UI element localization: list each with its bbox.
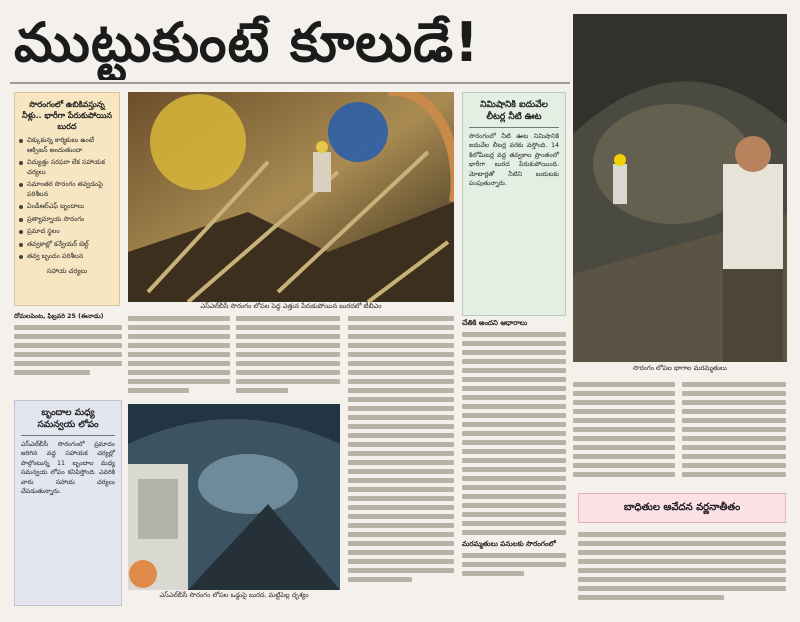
photo1-caption: ఎస్‌ఎల్‌బీసీ సొరంగం లోపల పెద్ద ఎత్తున పేరుకుపోయిన బురదలో టీబీఎం: [200, 302, 382, 310]
water-seepage-box: [462, 92, 566, 316]
article-col-7: [682, 378, 786, 488]
highlights-head: సొరంగంలో ఉబికివస్తున్న నీళ్లు.. భారీగా పేరుకుపోయిన బురద: [21, 100, 113, 131]
tunnel-collapse-photo: [128, 92, 454, 302]
photo3-caption: సొరంగం లోపల భాగాల మరమ్మతులు: [633, 364, 727, 372]
article-col-1: [14, 312, 122, 396]
headline-rule: [10, 82, 570, 84]
coordination-head: బృందాల మధ్య సమన్వయ లోపం: [21, 401, 115, 436]
highlights-foot: సహాయ చర్యలు: [46, 266, 88, 275]
highlight-item: తవ్వ బృందం పరిశీలన: [19, 252, 115, 262]
headline: ముట్టుకుంటే కూలుడే!: [14, 11, 480, 74]
subhead-1: చేతికి అందని ఆధారాలు: [462, 319, 528, 327]
article-col-6: [573, 378, 675, 488]
subhead-2: మరమ్మతులు పనులకు సొరంగంలో: [462, 540, 556, 548]
photo2-caption: ఎస్‌ఎల్‌బీసీ సొరంగం లోపల ఒడ్డుపై బురద, మట్టిపెల్ల దృశ్యం: [159, 591, 309, 599]
tunnel-inside-photo: [128, 404, 340, 590]
highlight-item: విద్యుత్తు సరఫరా లేక సహాయక చర్యలు: [19, 158, 115, 177]
article-col-5: [462, 318, 566, 608]
water-seepage-head: నిమిషానికి ఐదువేల లీటర్ల నీటి ఊట: [469, 93, 559, 128]
article-col-3: [236, 312, 340, 402]
water-seepage-body: సొరంగంలో నీటి ఊట నిమిషానికి ఐదువేల లీటర్ల వరకు వస్తోంది. 14 కిలోమీటర్ల వద్ద తవ్వకాల ప్రాంతంలో భారీగా బురద పేరుకుపోయింది. మోటార్లతో నీటిని బయటకు పంపుతున్నారు.: [469, 133, 559, 188]
highlight-item: ఏండీఆర్‌ఎఫ్ బృందాలు: [19, 202, 115, 212]
tunnel-workers-photo: [573, 14, 787, 362]
highlight-item: చిక్కుకున్న కార్మికులు ఉంటే ఆక్సిజన్ అందుతుందా: [19, 136, 115, 155]
coordination-box: [14, 400, 122, 606]
highlight-item: ప్రత్యామ్నాయ సొరంగం: [19, 215, 115, 225]
dateline: దోమలపెంట, ఫిబ్రవరి 25 (ఈనాడు): [14, 313, 104, 320]
article-col-8: [578, 528, 786, 608]
highlights-list: [15, 136, 119, 262]
article-col-2: [128, 312, 230, 402]
article-col-4: [348, 312, 454, 608]
highlight-item: ప్రమాద స్థలం: [19, 227, 115, 237]
highlight-item: తవ్వకాల్లో కన్వేయర్ బెల్ట్: [19, 240, 115, 250]
victims-anguish-head: బాధితుల ఆవేదన వర్ణనాతీతం: [578, 493, 786, 523]
coordination-body: ఎస్‌ఎల్‌బీసీ సొరంగంలో ప్రమాదం జరిగిన వద్ద సహాయక చర్యల్లో పాల్గొంటున్న 11 బృందాల మధ్య సమన్వయ లోపం కనిపిస్తోంది. ఎవరికి వారు సహాయ చర్యలు చేపడుతున్నారు.: [21, 441, 115, 496]
highlights-box: [14, 92, 120, 306]
highlight-item: సమాంతర సొరంగం తవ్వడంపై పరిశీలన: [19, 180, 115, 199]
